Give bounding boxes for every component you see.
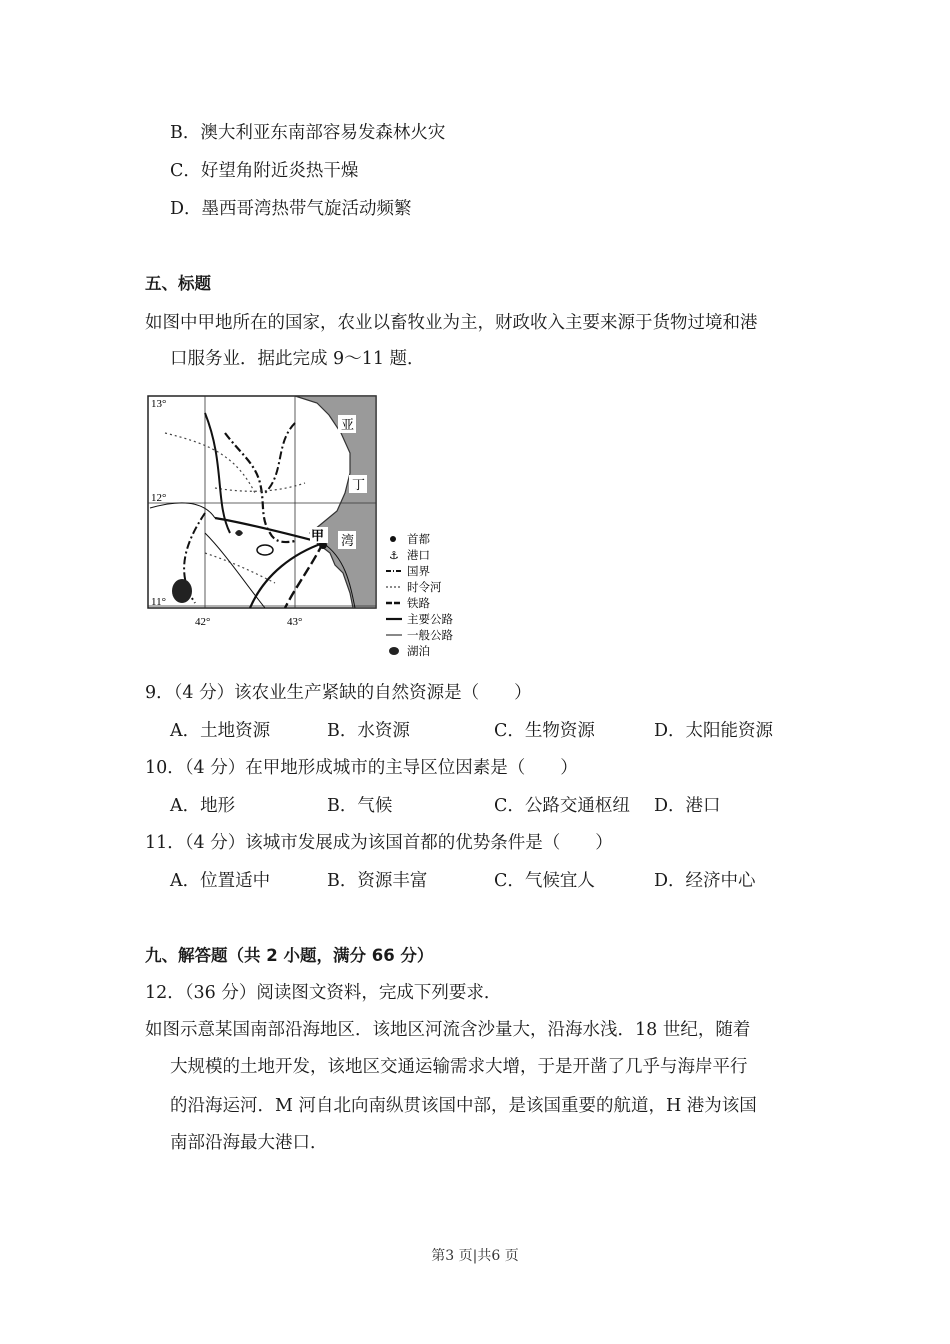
legend-capital: 首都 bbox=[407, 532, 430, 546]
q10-option-b: B．气候 bbox=[327, 796, 393, 816]
sea-label-1: 亚 bbox=[341, 418, 355, 433]
lake-2 bbox=[257, 545, 273, 555]
legend-main-road: 主要公路 bbox=[407, 612, 453, 626]
section-intro-line2: 口服务业．据此完成 9～11 题． bbox=[170, 349, 425, 369]
legend-river: 时令河 bbox=[407, 580, 442, 594]
legend-road: 一般公路 bbox=[407, 628, 453, 642]
q10-option-d: D．港口 bbox=[654, 796, 721, 816]
map-legend bbox=[386, 532, 453, 658]
q9-option-b: B．水资源 bbox=[327, 721, 410, 741]
sea-label-2: 丁 bbox=[352, 478, 366, 493]
map-figure bbox=[145, 393, 475, 658]
legend-lake-symbol bbox=[389, 647, 399, 655]
legend-port: 港口 bbox=[407, 548, 430, 562]
q9-stem: 9．（4 分）该农业生产紧缺的自然资源是（ ） bbox=[145, 683, 532, 703]
lon-label-43: 43° bbox=[287, 616, 303, 628]
q12-para-line2: 大规模的土地开发，该地区交通运输需求大增，于是开凿了几乎与海岸平行 bbox=[170, 1057, 748, 1077]
q11-option-d: D．经济中心 bbox=[654, 871, 756, 891]
q11-option-c: C．气候宜人 bbox=[494, 871, 595, 891]
q10-option-c: C．公路交通枢纽 bbox=[494, 796, 630, 816]
q9-option-d: D．太阳能资源 bbox=[654, 721, 774, 741]
q12-stem: 12．（36 分）阅读图文资料，完成下列要求． bbox=[145, 983, 502, 1003]
q12-para-line1: 如图示意某国南部沿海地区．该地区河流含沙量大，沿海水浅．18 世纪，随着 bbox=[145, 1020, 751, 1040]
legend-port-symbol: ⚓ bbox=[389, 549, 399, 562]
lat-label-11: 11° bbox=[151, 596, 166, 608]
lake-1 bbox=[172, 579, 192, 603]
q12-para-line4: 南部沿海最大港口． bbox=[170, 1133, 328, 1153]
legend-lake: 湖泊 bbox=[407, 644, 430, 658]
legend-border: 国界 bbox=[407, 564, 430, 578]
legend-railway: 铁路 bbox=[407, 596, 430, 610]
lon-label-42: 42° bbox=[195, 616, 211, 628]
prev-option-c: C．好望角附近炎热干燥 bbox=[170, 161, 359, 181]
section-intro-line1: 如图中甲地所在的国家，农业以畜牧业为主，财政收入主要来源于货物过境和港 bbox=[145, 313, 758, 333]
section-heading: 五、标题 bbox=[145, 274, 211, 293]
legend-capital-symbol bbox=[390, 536, 396, 542]
q9-option-c: C．生物资源 bbox=[494, 721, 595, 741]
lat-label-13: 13° bbox=[151, 398, 167, 410]
q10-option-a: A．地形 bbox=[170, 796, 236, 816]
q10-stem: 10．（4 分）在甲地形成城市的主导区位因素是（ ） bbox=[145, 758, 578, 778]
lat-label-12: 12° bbox=[151, 492, 167, 504]
q12-para-line3: 的沿海运河．M 河自北向南纵贯该国中部，是该国重要的航道，H 港为该国 bbox=[170, 1096, 757, 1116]
q9-option-a: A．土地资源 bbox=[170, 721, 271, 741]
page-footer: 第3 页|共6 页 bbox=[431, 1248, 519, 1264]
sea-label-3: 湾 bbox=[341, 534, 355, 549]
prev-option-b: B．澳大利亚东南部容易发森林火灾 bbox=[170, 123, 446, 143]
q11-option-b: B．资源丰富 bbox=[327, 871, 428, 891]
city-label: 甲 bbox=[311, 529, 325, 544]
prev-option-d: D．墨西哥湾热带气旋活动频繁 bbox=[170, 199, 412, 219]
q11-stem: 11．（4 分）该城市发展成为该国首都的优势条件是（ ） bbox=[145, 833, 613, 853]
section9-heading: 九、解答题（共 2 小题，满分 66 分） bbox=[145, 946, 434, 965]
q11-option-a: A．位置适中 bbox=[170, 871, 271, 891]
